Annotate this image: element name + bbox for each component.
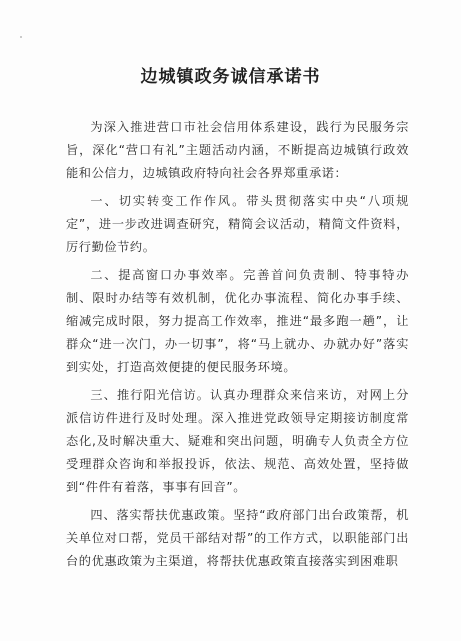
pledge-paragraph-3: 三、推行阳光信访。认真办理群众来信来访，对网上分派信访件进行及时处理。深入推进党政领导定期接访制度常态化,及时解决重大、疑难和突出问题，明确专人负责全方位受理群众咨询和举报投诉，依法、规范、高效处置，坚持做到“件件有着落，事事有回音”。 xyxy=(66,388,409,494)
pledge-paragraph-4: 四、落实帮扶优惠政策。坚持“政府部门出台政策帮，机关单位对口帮，党员干部结对帮”的工作方式，以职能部门出台的优惠政策为主渠道，将帮扶优惠政策直接落实到困难职 xyxy=(66,508,409,568)
pledge-paragraph-1: 一、切实转变工作作风。带头贯彻落实中央“八项规定”，进一步改进调查研究，精简会议活动，精简文件资料，厉行勤俭节约。 xyxy=(66,194,409,254)
intro-paragraph: 为深入推进营口市社会信用体系建设，践行为民服务宗旨，深化“营口有礼”主题活动内涵，不断提高边城镇行政效能和公信力，边城镇政府特向社会各界郑重承诺： xyxy=(66,120,409,180)
scan-speck xyxy=(20,36,22,38)
document-title: 边城镇政务诚信承诺书 xyxy=(140,67,321,87)
pledge-paragraph-2: 二、提高窗口办事效率。完善首问负责制、特事特办制、限时办结等有效机制，优化办事流程、简化办事手续、缩减完成时限，努力提高工作效率，推进“最多跑一趟”，让群众“进一次门，办一切事”，将“马上就办、办就办好”落实到实处，打造高效便捷的便民服务环境。 xyxy=(66,268,409,374)
document-body xyxy=(66,116,409,578)
